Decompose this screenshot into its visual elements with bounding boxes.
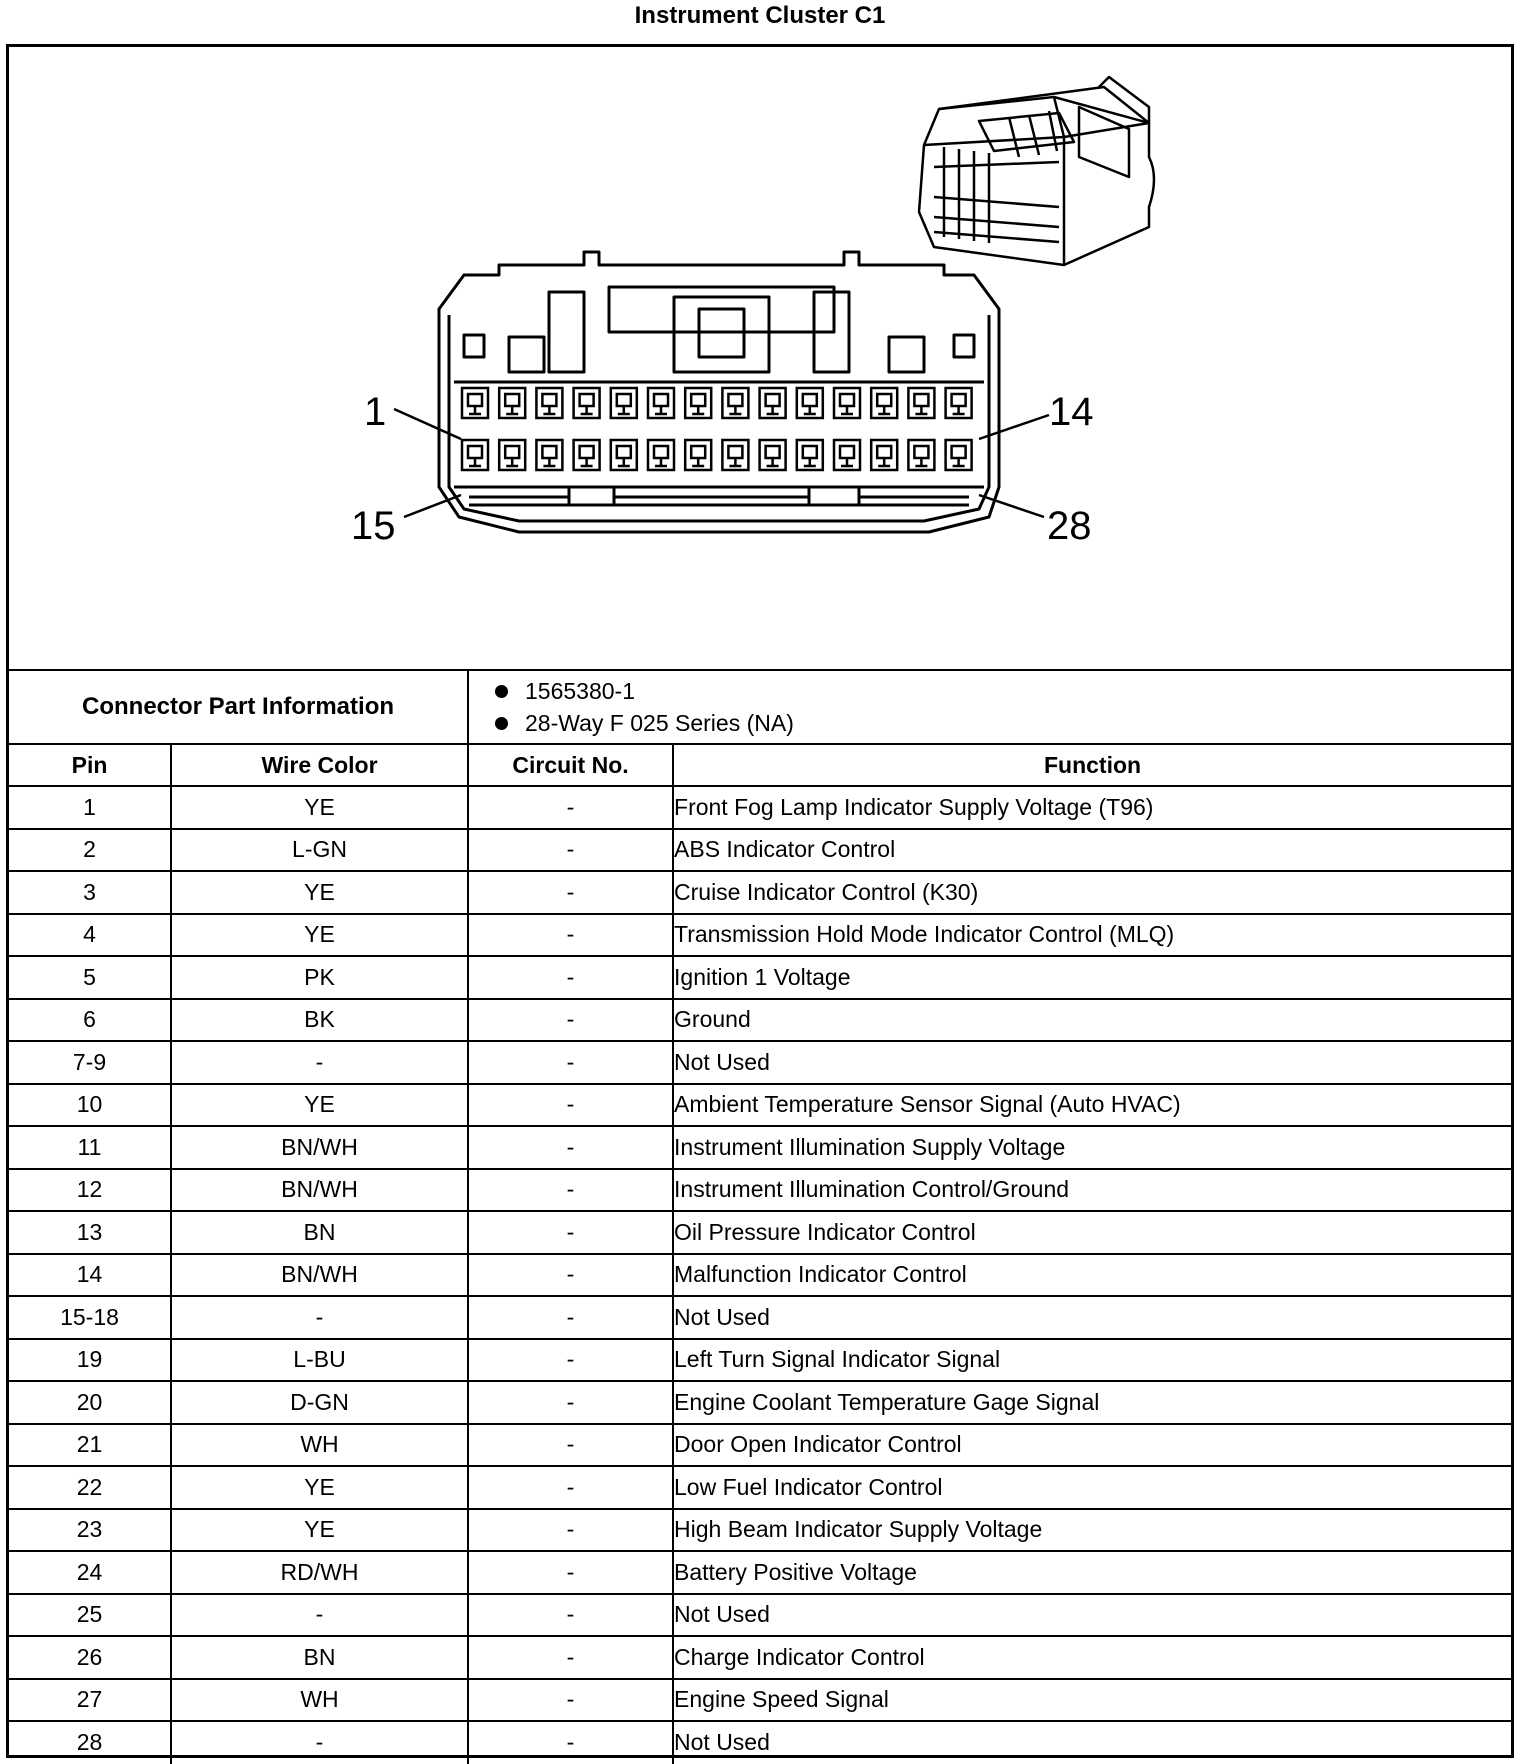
table-row (9, 1466, 1511, 1509)
table-row (9, 1594, 1511, 1637)
pin-cavity (946, 388, 972, 418)
function-cell: Malfunction Indicator Control (673, 1254, 1511, 1297)
wire-color-cell: YE (171, 1466, 468, 1509)
pin-cavity (611, 388, 637, 418)
table-row (9, 1339, 1511, 1382)
wire-color-cell: YE (171, 1084, 468, 1127)
circuit-cell: - (468, 956, 673, 999)
table-row (9, 1551, 1511, 1594)
table-row (9, 1041, 1511, 1084)
pin-cavity (685, 388, 711, 418)
circuit-cell: - (468, 1509, 673, 1552)
function-cell: Cruise Indicator Control (K30) (673, 871, 1511, 914)
function-cell: Not Used (673, 1041, 1511, 1084)
wire-color-cell: YE (171, 786, 468, 829)
circuit-cell: - (468, 786, 673, 829)
pin-cell: 22 (9, 1466, 171, 1509)
table-row (9, 1211, 1511, 1254)
pin-cavity (499, 440, 525, 470)
circuit-cell: - (468, 1721, 673, 1764)
circuit-cell: - (468, 1339, 673, 1382)
circuit-cell: - (468, 1679, 673, 1722)
pin-cell: 15-18 (9, 1296, 171, 1339)
wire-color-cell: BK (171, 999, 468, 1042)
wire-color-cell: YE (171, 871, 468, 914)
wire-color-cell: WH (171, 1679, 468, 1722)
pin-cell: 24 (9, 1551, 171, 1594)
function-cell: Front Fog Lamp Indicator Supply Voltage (T96) (673, 786, 1511, 829)
wire-color-cell: - (171, 1594, 468, 1637)
table-row (9, 1084, 1511, 1127)
function-cell: Ground (673, 999, 1511, 1042)
connector-document-frame (6, 44, 1514, 1758)
table-row (9, 1381, 1511, 1424)
table-row (9, 1169, 1511, 1212)
pin-cell: 28 (9, 1721, 171, 1764)
circuit-cell: - (468, 1211, 673, 1254)
function-cell: Transmission Hold Mode Indicator Control (MLQ) (673, 914, 1511, 957)
function-cell: Not Used (673, 1296, 1511, 1339)
function-cell: Oil Pressure Indicator Control (673, 1211, 1511, 1254)
function-cell: High Beam Indicator Supply Voltage (673, 1509, 1511, 1552)
pin-cavity (871, 440, 897, 470)
table-row (9, 956, 1511, 999)
wire-color-cell: PK (171, 956, 468, 999)
circuit-cell: - (468, 1594, 673, 1637)
pin-cell: 11 (9, 1126, 171, 1169)
connector-drawing (9, 47, 1511, 669)
pin-cavity (574, 440, 600, 470)
circuit-cell: - (468, 1169, 673, 1212)
table-row (9, 1636, 1511, 1679)
pin-cavity (574, 388, 600, 418)
pin-cavity (908, 388, 934, 418)
wire-color-cell: - (171, 1721, 468, 1764)
connector-3d-view-icon (919, 77, 1154, 265)
wire-color-cell: - (171, 1041, 468, 1084)
pin-cavity (611, 440, 637, 470)
connector-info-list (469, 675, 1511, 739)
pin-cavity (760, 388, 786, 418)
pin-cell: 23 (9, 1509, 171, 1552)
pin-cell: 5 (9, 956, 171, 999)
circuit-cell: - (468, 1381, 673, 1424)
pin-cavity (908, 440, 934, 470)
table-row (9, 786, 1511, 829)
pin-label-14: 14 (1049, 390, 1094, 434)
pin-cell: 14 (9, 1254, 171, 1297)
connector-face-outline (439, 252, 999, 532)
function-cell: Not Used (673, 1721, 1511, 1764)
circuit-cell: - (468, 871, 673, 914)
function-cell: ABS Indicator Control (673, 829, 1511, 872)
pin-cavity (834, 388, 860, 418)
pin-cavity (797, 388, 823, 418)
connector-info-row (9, 670, 1511, 744)
pin-cavity (648, 388, 674, 418)
pin-cavity-grid (462, 388, 972, 470)
function-cell: Instrument Illumination Supply Voltage (673, 1126, 1511, 1169)
function-cell: Instrument Illumination Control/Ground (673, 1169, 1511, 1212)
pin-cavity (685, 440, 711, 470)
connector-info-label: Connector Part Information (9, 670, 468, 744)
pin-cavity (536, 440, 562, 470)
circuit-cell: - (468, 999, 673, 1042)
circuit-cell: - (468, 1551, 673, 1594)
pin-cavity (946, 440, 972, 470)
pin-cell: 1 (9, 786, 171, 829)
table-row (9, 871, 1511, 914)
wire-color-cell: YE (171, 914, 468, 957)
function-cell: Ignition 1 Voltage (673, 956, 1511, 999)
table-row (9, 1296, 1511, 1339)
circuit-cell: - (468, 1636, 673, 1679)
wire-color-cell: WH (171, 1424, 468, 1467)
circuit-cell: - (468, 1084, 673, 1127)
circuit-cell: - (468, 914, 673, 957)
column-header-wire-color: Wire Color (171, 744, 468, 786)
column-header-function: Function (673, 744, 1511, 786)
pin-label-28: 28 (1047, 504, 1092, 548)
wire-color-cell: BN/WH (171, 1169, 468, 1212)
wire-color-cell: BN (171, 1636, 468, 1679)
pin-cavity (871, 388, 897, 418)
function-cell: Not Used (673, 1594, 1511, 1637)
column-header-circuit: Circuit No. (468, 744, 673, 786)
function-cell: Charge Indicator Control (673, 1636, 1511, 1679)
pin-cavity (462, 440, 488, 470)
page-title: Instrument Cluster C1 (634, 2, 886, 29)
pin-cavity (648, 440, 674, 470)
pin-cavity (834, 440, 860, 470)
wire-color-cell: RD/WH (171, 1551, 468, 1594)
pin-label-1: 1 (364, 390, 387, 434)
circuit-cell: - (468, 1466, 673, 1509)
table-row (9, 1424, 1511, 1467)
table-row (9, 1679, 1511, 1722)
pin-cell: 19 (9, 1339, 171, 1382)
pin-cavity (722, 388, 748, 418)
connector-part-number: 1565380-1 (495, 675, 1511, 707)
function-cell: Left Turn Signal Indicator Signal (673, 1339, 1511, 1382)
wire-color-cell: D-GN (171, 1381, 468, 1424)
function-cell: Low Fuel Indicator Control (673, 1466, 1511, 1509)
function-cell: Engine Coolant Temperature Gage Signal (673, 1381, 1511, 1424)
circuit-cell: - (468, 1126, 673, 1169)
pin-cell: 2 (9, 829, 171, 872)
pin-cell: 10 (9, 1084, 171, 1127)
pinout-table (9, 669, 1511, 1764)
pin-cavity (797, 440, 823, 470)
pin-cavity (499, 388, 525, 418)
pin-cavity (722, 440, 748, 470)
function-cell: Door Open Indicator Control (673, 1424, 1511, 1467)
table-row (9, 1126, 1511, 1169)
pin-cell: 26 (9, 1636, 171, 1679)
table-row (9, 914, 1511, 957)
pin-cell: 21 (9, 1424, 171, 1467)
pin-cell: 27 (9, 1679, 171, 1722)
function-cell: Ambient Temperature Sensor Signal (Auto HVAC) (673, 1084, 1511, 1127)
pin-cavity (536, 388, 562, 418)
function-cell: Battery Positive Voltage (673, 1551, 1511, 1594)
table-row (9, 829, 1511, 872)
wire-color-cell: L-BU (171, 1339, 468, 1382)
pin-cavity (462, 388, 488, 418)
pin-cell: 13 (9, 1211, 171, 1254)
circuit-cell: - (468, 829, 673, 872)
wire-color-cell: BN/WH (171, 1254, 468, 1297)
table-row (9, 999, 1511, 1042)
circuit-cell: - (468, 1296, 673, 1339)
circuit-cell: - (468, 1041, 673, 1084)
table-row (9, 1509, 1511, 1552)
wire-color-cell: - (171, 1296, 468, 1339)
pin-cell: 7-9 (9, 1041, 171, 1084)
circuit-cell: - (468, 1424, 673, 1467)
wire-color-cell: YE (171, 1509, 468, 1552)
function-cell: Engine Speed Signal (673, 1679, 1511, 1722)
pin-cavity (760, 440, 786, 470)
connector-info-values (468, 670, 1511, 744)
table-header-row (9, 744, 1511, 786)
table-row (9, 1721, 1511, 1764)
connector-series: 28-Way F 025 Series (NA) (495, 707, 1511, 739)
pin-label-15: 15 (351, 504, 396, 548)
wire-color-cell: BN (171, 1211, 468, 1254)
pin-cell: 25 (9, 1594, 171, 1637)
pin-cell: 20 (9, 1381, 171, 1424)
circuit-cell: - (468, 1254, 673, 1297)
wire-color-cell: BN/WH (171, 1126, 468, 1169)
pin-cell: 3 (9, 871, 171, 914)
pin-cell: 4 (9, 914, 171, 957)
table-row (9, 1254, 1511, 1297)
pin-cell: 12 (9, 1169, 171, 1212)
wire-color-cell: L-GN (171, 829, 468, 872)
column-header-pin: Pin (9, 744, 171, 786)
pin-cell: 6 (9, 999, 171, 1042)
